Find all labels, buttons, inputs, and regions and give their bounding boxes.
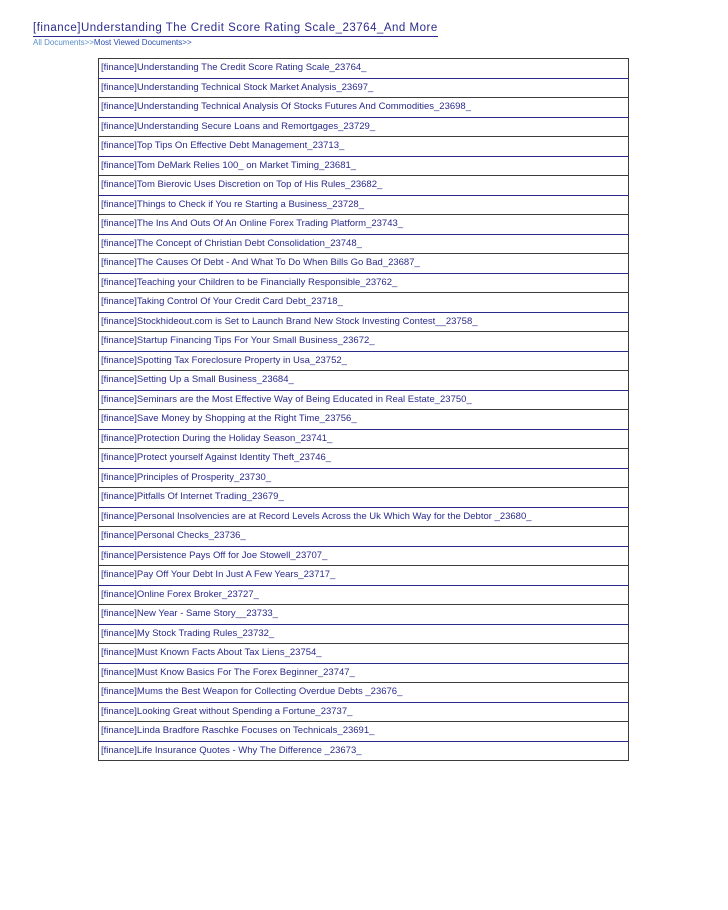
document-cell bbox=[99, 644, 629, 664]
table-row bbox=[99, 527, 629, 547]
document-link[interactable]: [finance]Online Forex Broker_23727_ bbox=[101, 588, 259, 600]
table-row bbox=[99, 585, 629, 605]
document-link[interactable]: [finance]My Stock Trading Rules_23732_ bbox=[101, 627, 275, 639]
document-link[interactable]: [finance]Pay Off Your Debt In Just A Few Years_23717_ bbox=[101, 569, 336, 580]
document-link[interactable]: [finance]The Concept of Christian Debt Consolidation_23748_ bbox=[101, 237, 362, 249]
table-row bbox=[99, 176, 629, 196]
document-link[interactable]: [finance]Life Insurance Quotes - Why The Difference _23673_ bbox=[101, 744, 362, 756]
document-list-table bbox=[98, 58, 629, 761]
document-cell bbox=[99, 507, 629, 527]
document-link[interactable]: [finance]Understanding Technical Stock Market Analysis_23697_ bbox=[101, 81, 374, 93]
table-row bbox=[99, 195, 629, 215]
document-cell bbox=[99, 449, 629, 469]
document-cell bbox=[99, 390, 629, 410]
document-link[interactable]: [finance]Tom Bierovic Uses Discretion on Top of His Rules_23682_ bbox=[101, 179, 383, 190]
table-row bbox=[99, 234, 629, 254]
document-link[interactable]: [finance]Save Money by Shopping at the Right Time_23756_ bbox=[101, 413, 357, 424]
table-row bbox=[99, 78, 629, 98]
breadcrumb-trailing-separator: >> bbox=[182, 38, 192, 47]
document-link[interactable]: [finance]New Year - Same Story__23733_ bbox=[101, 608, 278, 619]
document-cell bbox=[99, 624, 629, 644]
table-row bbox=[99, 722, 629, 742]
document-cell bbox=[99, 273, 629, 293]
document-link[interactable]: [finance]Looking Great without Spending a Fortune_23737_ bbox=[101, 705, 353, 717]
document-link[interactable]: [finance]Startup Financing Tips For Your Small Business_23672_ bbox=[101, 335, 375, 346]
document-list bbox=[99, 59, 629, 761]
document-link[interactable]: [finance]Stockhideout.com is Set to Launch Brand New Stock Investing Contest__23758_ bbox=[101, 315, 478, 327]
table-row bbox=[99, 371, 629, 391]
document-link[interactable]: [finance]Persistence Pays Off for Joe Stowell_23707_ bbox=[101, 549, 328, 561]
table-row bbox=[99, 683, 629, 703]
table-row bbox=[99, 215, 629, 235]
table-row bbox=[99, 546, 629, 566]
document-link[interactable]: [finance]The Causes Of Debt - And What To Do When Bills Go Bad_23687_ bbox=[101, 257, 420, 268]
document-cell bbox=[99, 312, 629, 332]
document-link[interactable]: [finance]Must Known Facts About Tax Liens_23754_ bbox=[101, 647, 322, 658]
table-row bbox=[99, 410, 629, 430]
table-row bbox=[99, 312, 629, 332]
document-link[interactable]: [finance]Taking Control Of Your Credit Card Debt_23718_ bbox=[101, 296, 343, 307]
document-cell bbox=[99, 137, 629, 157]
document-cell bbox=[99, 566, 629, 586]
document-link[interactable]: [finance]Understanding Secure Loans and Remortgages_23729_ bbox=[101, 120, 376, 132]
breadcrumb bbox=[33, 38, 192, 47]
document-cell bbox=[99, 254, 629, 274]
document-cell bbox=[99, 351, 629, 371]
document-link[interactable]: [finance]Spotting Tax Foreclosure Property in Usa_23752_ bbox=[101, 354, 347, 366]
document-cell bbox=[99, 527, 629, 547]
document-cell bbox=[99, 605, 629, 625]
document-cell bbox=[99, 468, 629, 488]
document-link[interactable]: [finance]Principles of Prosperity_23730_ bbox=[101, 471, 272, 483]
document-cell bbox=[99, 488, 629, 508]
page-title: [finance]Understanding The Credit Score Rating Scale_23764_And More bbox=[33, 22, 438, 37]
table-row bbox=[99, 605, 629, 625]
table-row bbox=[99, 566, 629, 586]
breadcrumb-all-documents-link[interactable]: All Documents bbox=[33, 38, 85, 47]
document-link[interactable]: [finance]The Ins And Outs Of An Online Forex Trading Platform_23743_ bbox=[101, 218, 404, 229]
document-link[interactable]: [finance]Tom DeMark Relies 100_ on Market Timing_23681_ bbox=[101, 159, 357, 171]
document-link[interactable]: [finance]Mums the Best Weapon for Collecting Overdue Debts _23676_ bbox=[101, 686, 403, 697]
document-link[interactable]: [finance]Personal Insolvencies are at Record Levels Across the Uk Which Way for the Debtor _23680_ bbox=[101, 510, 532, 522]
document-link[interactable]: [finance]Understanding The Credit Score Rating Scale_23764_ bbox=[101, 62, 367, 73]
table-row bbox=[99, 332, 629, 352]
table-row bbox=[99, 156, 629, 176]
table-row bbox=[99, 390, 629, 410]
document-cell bbox=[99, 195, 629, 215]
table-row bbox=[99, 741, 629, 761]
table-row bbox=[99, 468, 629, 488]
document-cell bbox=[99, 585, 629, 605]
document-link[interactable]: [finance]Pitfalls Of Internet Trading_23679_ bbox=[101, 491, 284, 502]
table-row bbox=[99, 273, 629, 293]
table-row bbox=[99, 488, 629, 508]
table-row bbox=[99, 293, 629, 313]
table-row bbox=[99, 98, 629, 118]
document-cell bbox=[99, 176, 629, 196]
document-cell bbox=[99, 59, 629, 79]
document-cell bbox=[99, 663, 629, 683]
table-row bbox=[99, 429, 629, 449]
document-link[interactable]: [finance]Seminars are the Most Effective Way of Being Educated in Real Estate_23750_ bbox=[101, 393, 472, 405]
table-row bbox=[99, 644, 629, 664]
document-cell bbox=[99, 293, 629, 313]
table-row bbox=[99, 624, 629, 644]
document-cell bbox=[99, 722, 629, 742]
document-link[interactable]: [finance]Linda Bradfore Raschke Focuses on Technicals_23691_ bbox=[101, 725, 375, 736]
document-cell bbox=[99, 410, 629, 430]
document-cell bbox=[99, 98, 629, 118]
table-row bbox=[99, 59, 629, 79]
document-cell bbox=[99, 156, 629, 176]
document-cell bbox=[99, 429, 629, 449]
document-cell bbox=[99, 332, 629, 352]
table-row bbox=[99, 449, 629, 469]
table-row bbox=[99, 702, 629, 722]
table-row bbox=[99, 663, 629, 683]
document-link[interactable]: [finance]Things to Check if You re Starting a Business_23728_ bbox=[101, 198, 365, 210]
document-cell bbox=[99, 683, 629, 703]
table-row bbox=[99, 137, 629, 157]
document-cell bbox=[99, 234, 629, 254]
breadcrumb-separator: >> bbox=[84, 38, 94, 47]
document-cell bbox=[99, 546, 629, 566]
document-link[interactable]: [finance]Understanding Technical Analysis Of Stocks Futures And Commodities_23698_ bbox=[101, 101, 472, 112]
table-row bbox=[99, 117, 629, 137]
document-link[interactable]: [finance]Setting Up a Small Business_23684_ bbox=[101, 374, 294, 385]
document-link[interactable]: [finance]Top Tips On Effective Debt Management_23713_ bbox=[101, 140, 345, 151]
table-row bbox=[99, 254, 629, 274]
table-row bbox=[99, 351, 629, 371]
breadcrumb-most-viewed-link[interactable]: Most Viewed Documents bbox=[93, 38, 183, 47]
document-cell bbox=[99, 78, 629, 98]
document-cell bbox=[99, 741, 629, 761]
document-link[interactable]: [finance]Protection During the Holiday Season_23741_ bbox=[101, 432, 333, 444]
document-cell bbox=[99, 371, 629, 391]
document-link[interactable]: [finance]Teaching your Children to be Financially Responsible_23762_ bbox=[101, 276, 398, 288]
document-cell bbox=[99, 215, 629, 235]
document-link[interactable]: [finance]Personal Checks_23736_ bbox=[101, 530, 246, 541]
document-cell bbox=[99, 702, 629, 722]
table-row bbox=[99, 507, 629, 527]
document-link[interactable]: [finance]Must Know Basics For The Forex Beginner_23747_ bbox=[101, 666, 355, 678]
document-link[interactable]: [finance]Protect yourself Against Identity Theft_23746_ bbox=[101, 452, 332, 463]
document-cell bbox=[99, 117, 629, 137]
